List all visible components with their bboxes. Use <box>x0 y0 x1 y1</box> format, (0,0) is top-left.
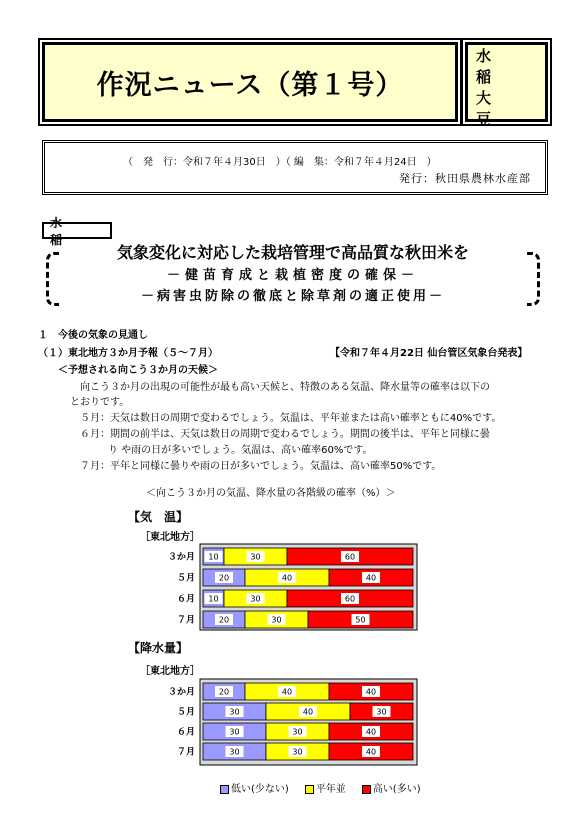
category-label: ５月 <box>176 573 195 584</box>
data-label: 40 <box>302 707 314 717</box>
temp-chart-region: ［東北地方］ <box>140 532 200 543</box>
publisher: 発行：秋田県農林水産部 <box>399 172 531 185</box>
banner-sub-1: －健苗育成と栽植密度の確保－ <box>166 268 419 283</box>
data-label: 40 <box>365 747 377 757</box>
publication-dates: （ 発 行：令和７年４月30日 ）（ 編 集：令和７年４月24日 ） <box>123 157 437 168</box>
legend-high <box>362 780 421 795</box>
category-label: ３か月 <box>167 687 195 698</box>
para-may: ５月：天気は数日の周期で変わるでしょう。気温は、平年並または高い確率ともに40%です。 <box>80 413 502 424</box>
heading-1: １ 今後の気象の見通し <box>38 330 148 341</box>
data-label: 30 <box>250 552 261 562</box>
category-label: ５月 <box>176 707 195 718</box>
crop-rice: 水 稲 <box>476 47 527 86</box>
data-label: 30 <box>250 594 261 604</box>
data-label: 30 <box>292 727 303 737</box>
para-june-b: り や雨の日が多いでしょう。気温は、高い確率60%です。 <box>108 445 373 456</box>
data-label: 20 <box>218 615 230 625</box>
data-label: 40 <box>281 687 293 697</box>
page-title: 作況ニュース（第１号） <box>96 69 404 101</box>
temp-chart-title: 【気 温】 <box>128 510 189 524</box>
data-label: 10 <box>208 594 219 604</box>
data-label: 30 <box>229 747 240 757</box>
data-label: 60 <box>344 552 356 562</box>
data-label: 40 <box>281 573 293 583</box>
precip-chart-title: 【降水量】 <box>128 641 189 655</box>
data-label: 20 <box>218 573 230 583</box>
heading-2: （１）東北地方３か月予報（５～７月） <box>38 348 218 359</box>
category-label: ６月 <box>176 727 195 738</box>
data-label: 30 <box>271 615 282 625</box>
legend-low-label: 低い(少ない) <box>231 784 289 795</box>
category-label: ７月 <box>176 615 195 626</box>
legend-normal <box>305 780 346 795</box>
data-label: 40 <box>365 727 377 737</box>
data-label: 30 <box>292 747 303 757</box>
data-label: 60 <box>344 594 356 604</box>
para-1a: 向こう３か月の出現の可能性が最も高い天候と、特徴のある気温、降水量等の確率は以下の <box>80 382 490 393</box>
data-label: 20 <box>218 687 230 697</box>
data-label: 50 <box>355 615 366 625</box>
legend-high-label: 高い(多い) <box>372 784 421 795</box>
chart-caption: ＜向こう３か月の気温、降水量の各階級の確率（%）＞ <box>146 488 396 499</box>
para-1b: とおりです。 <box>70 397 130 408</box>
para-june-a: ６月：期間の前半は、天気は数日の周期で変わるでしょう。期間の後半は、平年と同様に曇 <box>80 429 490 440</box>
data-label: 30 <box>229 707 240 717</box>
para-july: ７月：平年と同様に曇りや雨の日が多いでしょう。気温は、高い確率50%です。 <box>80 461 442 472</box>
chart-legend <box>220 780 421 795</box>
crop-soybean: 大 豆 <box>476 89 527 128</box>
banner-main: 気象変化に対応した栽培管理で高品質な秋田米を <box>116 243 469 262</box>
source-note: 【令和７年４月22日 仙台管区気象台発表】 <box>330 348 528 359</box>
precip-chart-region: ［東北地方］ <box>140 666 200 677</box>
data-label: 10 <box>208 552 219 562</box>
banner-sub-2: －病害虫防除の徹底と除草剤の適正使用－ <box>140 289 445 304</box>
data-label: 30 <box>376 707 387 717</box>
legend-normal-label: 平年並 <box>315 784 346 795</box>
heading-3: ＜予想される向こう３か月の天候＞ <box>58 365 218 376</box>
category-label: ３か月 <box>167 552 195 563</box>
category-label: ６月 <box>176 594 195 605</box>
legend-low-swatch <box>220 785 229 794</box>
category-label: ７月 <box>176 747 195 758</box>
data-label: 40 <box>365 687 377 697</box>
section-tag-rice: 水 稲 <box>42 222 112 239</box>
legend-normal-swatch <box>305 785 314 794</box>
data-label: 30 <box>229 727 240 737</box>
legend-low <box>220 780 289 795</box>
legend-high-swatch <box>362 785 371 794</box>
data-label: 40 <box>365 573 377 583</box>
